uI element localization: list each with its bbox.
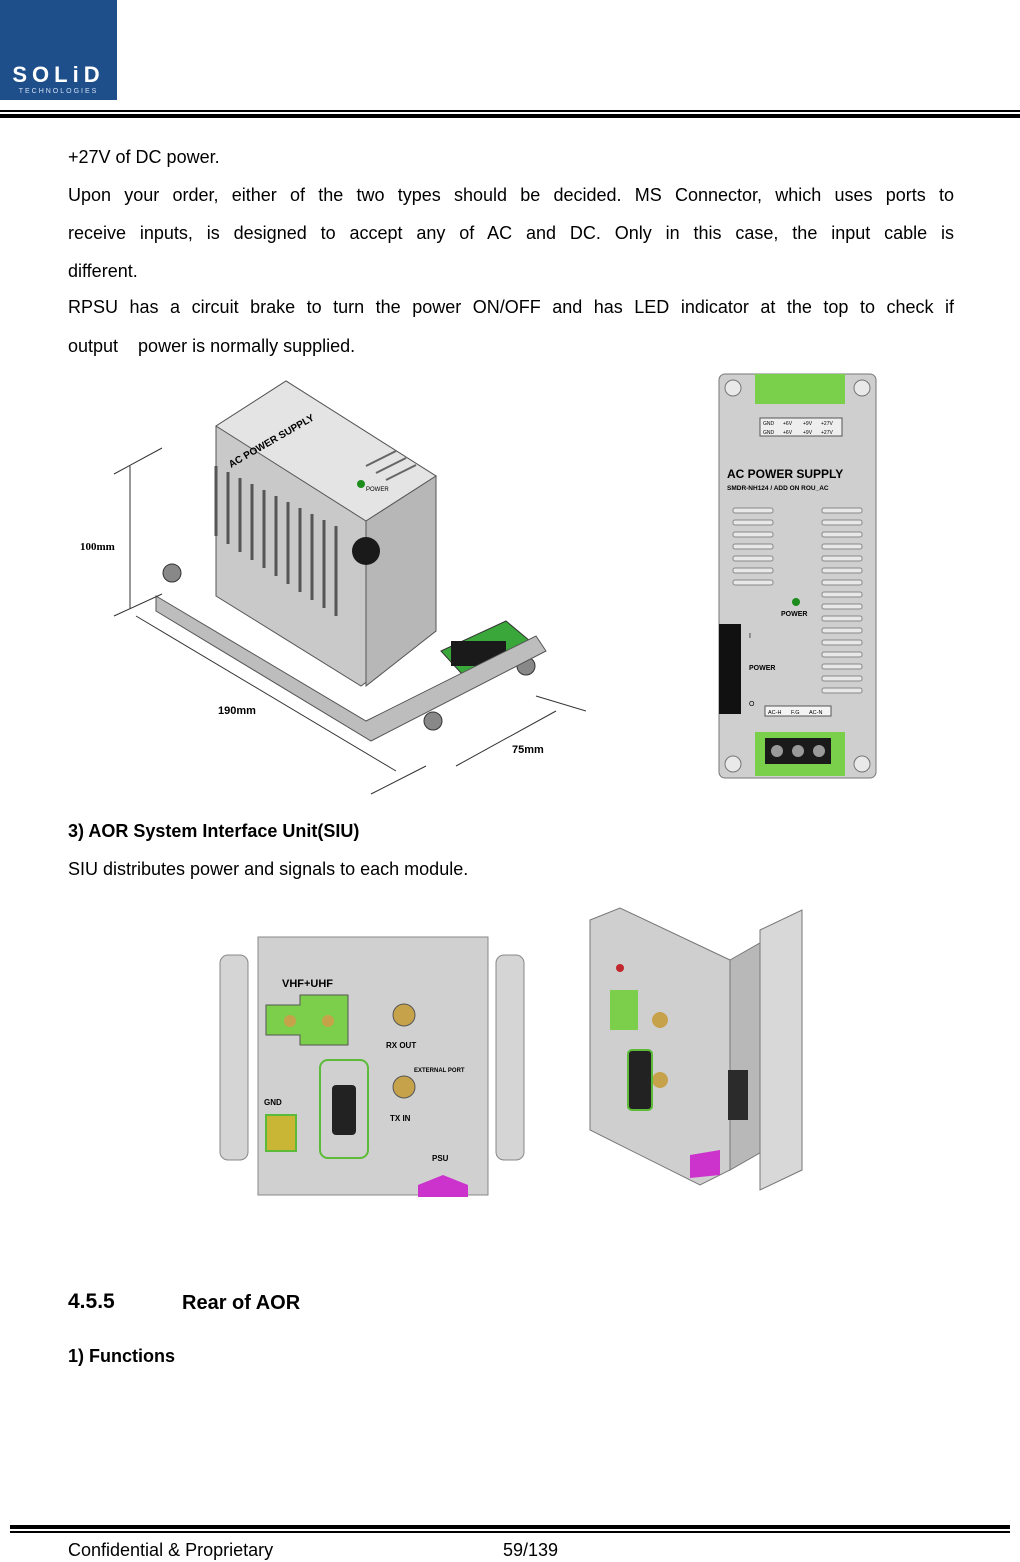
switch-power-label: POWER	[749, 665, 776, 672]
pin-label: +27V	[821, 421, 833, 427]
siu-psu-label: PSU	[432, 1154, 449, 1163]
text-line: +27V of DC power.	[68, 147, 220, 167]
switch-on-label: I	[749, 633, 751, 640]
siu-external-port-label: EXTERNAL PORT	[414, 1068, 465, 1074]
paragraph-line: output power is normally supplied.	[68, 336, 356, 356]
paragraph-line: RPSU has a circuit brake to turn the power ON/OFF and has LED indicator at the top to check if	[68, 297, 954, 317]
terminal-label: AC-N	[809, 710, 823, 716]
siu-rx-out-label: RX OUT	[386, 1041, 417, 1050]
terminal-label: AC-H	[768, 710, 782, 716]
paragraph-line: receive inputs, is designed to accept any of AC and DC. Only in this case, the input cable is	[68, 223, 954, 243]
psu-front-panel-figure	[705, 372, 890, 782]
pin-label: +27V	[821, 430, 833, 436]
header-rule-thick	[0, 114, 1020, 118]
pin-label: +9V	[803, 421, 813, 427]
pin-label: GND	[763, 421, 775, 427]
page-number: 59/139	[503, 1540, 559, 1560]
header-rule-thin	[0, 110, 1020, 112]
footer-rule-thin	[10, 1531, 1010, 1533]
pin-label: +6V	[783, 430, 793, 436]
siu-front-figure	[218, 935, 526, 1200]
footer-rule-thick	[10, 1525, 1010, 1529]
panel-model: SMDR-NH124 / ADD ON ROU_AC	[727, 485, 829, 492]
company-logo	[0, 0, 117, 100]
logo-word: SOLiD	[12, 62, 105, 87]
section-title: Rear of AOR	[182, 1292, 301, 1314]
paragraph-line: Upon your order, either of the two types should be decided. MS Connector, which uses ports to	[68, 185, 954, 205]
footer-confidential: Confidential & Proprietary	[68, 1540, 274, 1560]
panel-power-label: POWER	[781, 611, 808, 618]
siu-band-label: VHF+UHF	[282, 978, 334, 990]
psu-3d-title: AC POWER SUPPLY	[227, 412, 317, 471]
pin-label: +6V	[783, 421, 793, 427]
section-number: 4.5.5	[68, 1290, 115, 1313]
paragraph-line: different.	[68, 261, 138, 281]
pin-label: GND	[763, 430, 775, 436]
siu-gnd-label: GND	[264, 1098, 282, 1107]
siu-heading: 3) AOR System Interface Unit(SIU)	[68, 821, 360, 841]
switch-off-label: O	[749, 701, 755, 708]
psu-3d-figure	[66, 366, 586, 796]
terminal-label: F.G	[791, 710, 800, 716]
psu-3d-power-label: POWER	[366, 487, 389, 493]
dimension-height: 100mm	[80, 541, 115, 553]
siu-description: SIU distributes power and signals to each module.	[68, 859, 469, 879]
functions-heading: 1) Functions	[68, 1346, 175, 1366]
dimension-width: 75mm	[512, 744, 544, 756]
logo-subtitle: TECHNOLOGIES	[18, 88, 99, 95]
dimension-length: 190mm	[218, 705, 256, 717]
siu-tx-in-label: TX IN	[390, 1114, 411, 1123]
siu-isometric-figure	[580, 900, 810, 1210]
panel-title: AC POWER SUPPLY	[727, 467, 844, 481]
pin-label: +9V	[803, 430, 813, 436]
